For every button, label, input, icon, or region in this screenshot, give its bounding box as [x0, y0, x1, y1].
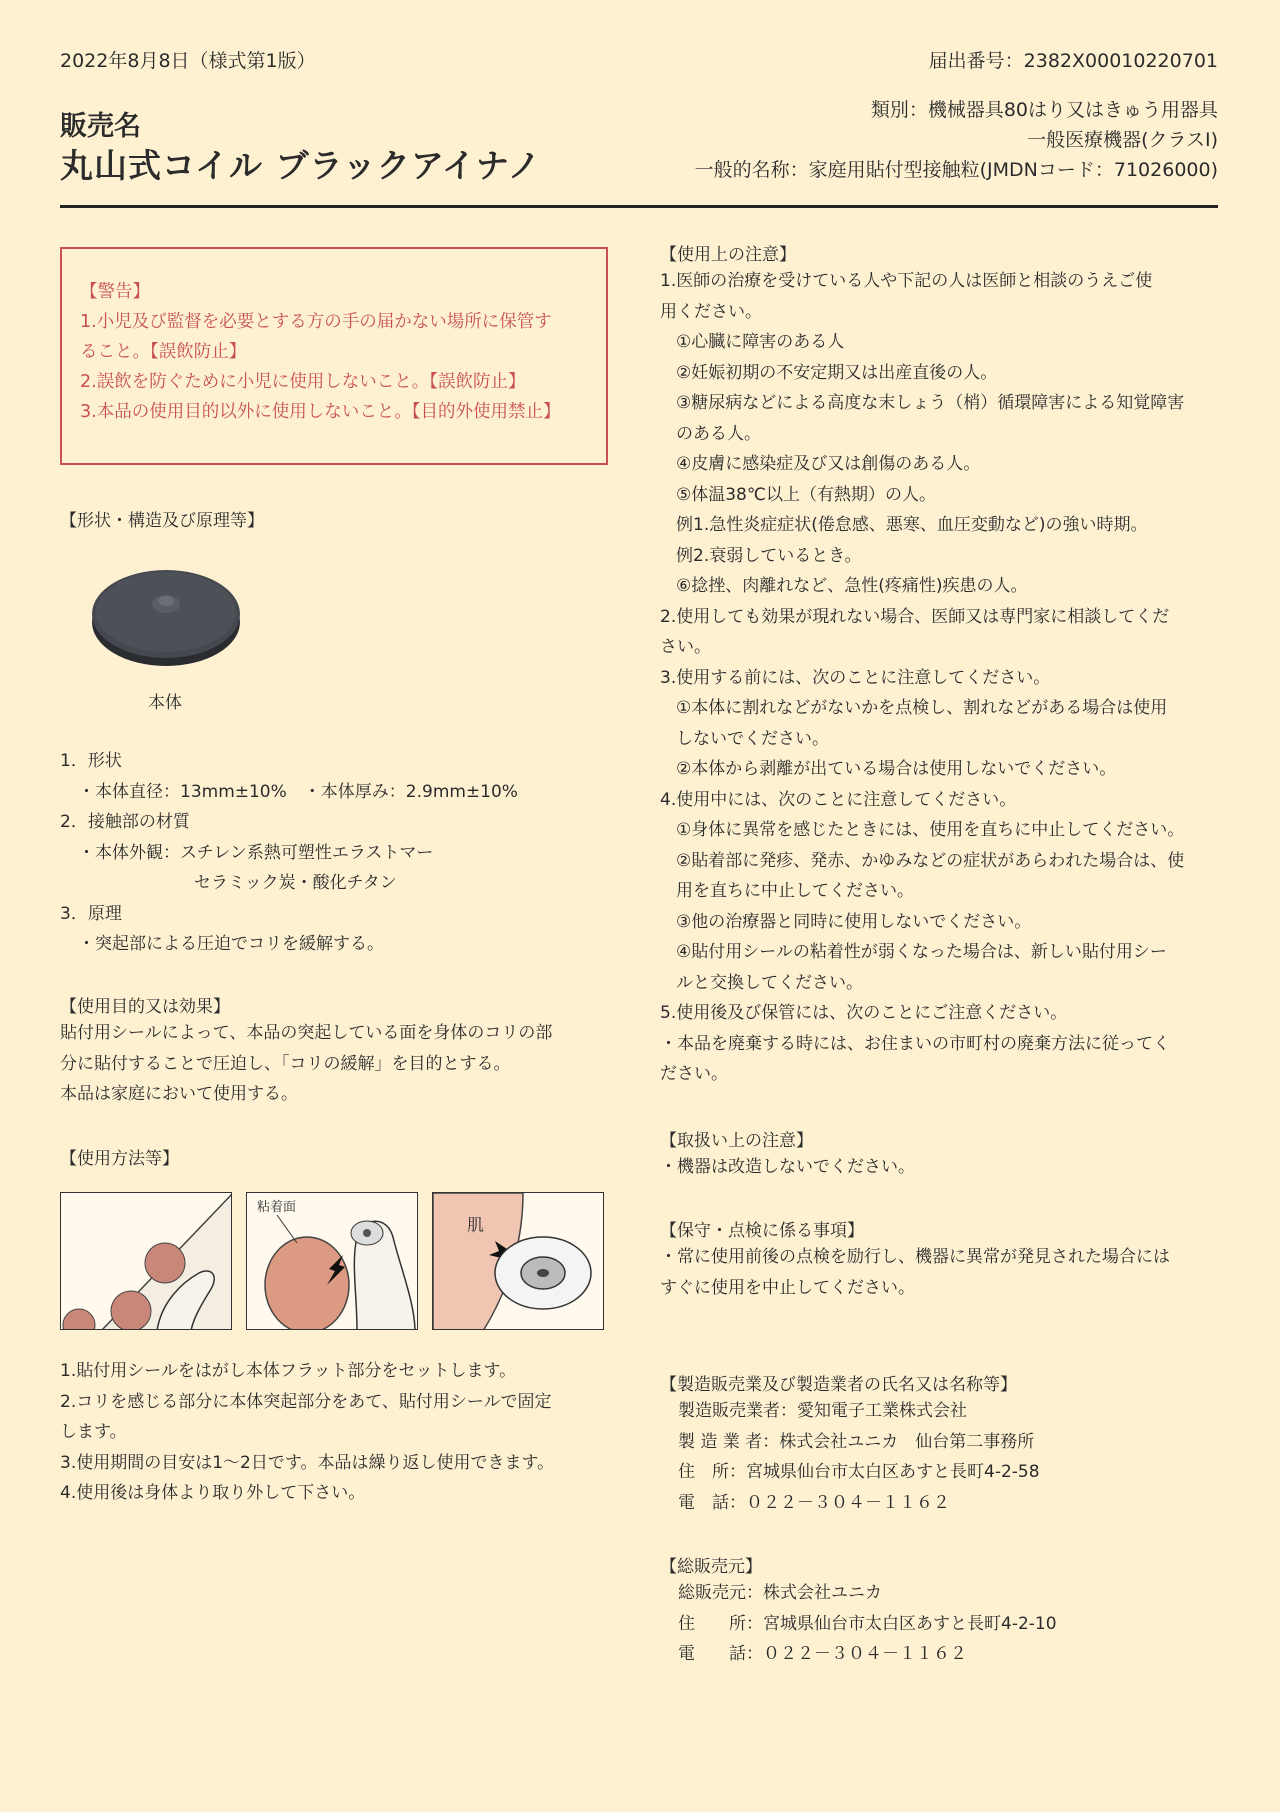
precaution-line: 例1.急性炎症症状(倦怠感、悪寒、血圧変動など)の強い時期。 — [676, 515, 1148, 535]
product-disc-image — [90, 560, 242, 668]
precaution-line: ・本品を廃棄する時には、お住まいの市町村の廃棄方法に従ってく — [660, 1033, 1170, 1054]
method-line: 2.コリを感じる部分に本体突起部分をあて、貼付用シールで固定 — [60, 1391, 552, 1412]
purpose-text — [60, 1018, 552, 1110]
sales-name-label: 販売名 — [60, 111, 141, 142]
purpose-section-title: 【使用目的又は効果】 — [60, 997, 230, 1017]
warning-title: 【警告】 — [80, 282, 150, 302]
precaution-line: 2.使用しても効果が現れない場合、医師又は専門家に相談してくだ — [660, 606, 1170, 627]
method-line: 1.貼付用シールをはがし本体フラット部分をセットします。 — [60, 1361, 517, 1381]
method-line: 3.使用期間の目安は1～2日です。本品は繰り返し使用できます。 — [60, 1452, 555, 1473]
product-name: 丸山式コイル ブラックアイナノ — [60, 146, 542, 185]
maintenance-section-title: 【保守・点検に係る事項】 — [660, 1221, 864, 1241]
distributor-line: 住 所：宮城県仙台市太白区あすと長町4-2-10 — [678, 1613, 1057, 1634]
precautions-text — [660, 266, 1184, 1090]
warning-line: ること。【誤飲防止】 — [80, 342, 247, 362]
precaution-line: ①心臓に障害のある人 — [676, 332, 845, 352]
manufacturer-line: 製 造 業 者：株式会社ユニカ 仙台第二事務所 — [678, 1431, 1035, 1452]
method-line: します。 — [60, 1422, 127, 1442]
classification-line: 一般的名称：家庭用貼付型接触粒(JMDNコード：71026000) — [694, 159, 1218, 181]
precaution-line: ③他の治療器と同時に使用しないでください。 — [676, 911, 1032, 932]
distributor-line: 総販売元：株式会社ユニカ — [678, 1583, 882, 1603]
shape-line: ・本体直径：13mm±10% ・本体厚み：2.9mm±10% — [78, 781, 518, 802]
precaution-line: ⑥捻挫、肉離れなど、急性(疼痛性)疾患の人。 — [676, 576, 1028, 596]
precaution-line: 例2.衰弱しているとき。 — [676, 545, 862, 566]
warning-line: 2.誤飲を防ぐために小児に使用しないこと。【誤飲防止】 — [80, 372, 526, 392]
precaution-line: 用ください。 — [660, 301, 762, 322]
precaution-line: ④貼付用シールの粘着性が弱くなった場合は、新しい貼付用シー — [676, 942, 1167, 962]
purpose-line: 分に貼付することで圧迫し、「コリの緩解」を目的とする。 — [60, 1053, 511, 1074]
precaution-line: ①身体に異常を感じたときには、使用を直ちに中止してください。 — [676, 820, 1185, 840]
method-section-title: 【使用方法等】 — [60, 1149, 179, 1169]
classification-line: 一般医療機器(クラスⅠ) — [1027, 129, 1218, 151]
precautions-section-title: 【使用上の注意】 — [660, 245, 796, 265]
handling-text — [660, 1152, 915, 1183]
manufacturer-line: 住 所：宮城県仙台市太白区あすと長町4-2-58 — [678, 1462, 1040, 1482]
distributor-text — [678, 1578, 1057, 1670]
precaution-line: ②本体から剥離が出ている場合は使用しないでください。 — [676, 759, 1117, 779]
classification-block — [695, 95, 1218, 185]
registration-number: 届出番号：2382X00010220701 — [928, 50, 1218, 72]
shape-section-title: 【形状・構造及び原理等】 — [60, 511, 264, 531]
handling-section-title: 【取扱い上の注意】 — [660, 1131, 813, 1151]
precaution-line: 3.使用する前には、次のことに注意してください。 — [660, 667, 1051, 688]
shape-line: 1．形状 — [60, 751, 122, 771]
method-text — [60, 1356, 554, 1509]
skin-label: 肌 — [467, 1216, 484, 1236]
precaution-line: ルと交換してください。 — [676, 972, 863, 993]
usage-illustration-1 — [60, 1192, 232, 1330]
warning-line: 1.小児及び監督を必要とする方の手の届かない場所に保管す — [80, 312, 552, 332]
header-divider — [60, 205, 1218, 208]
shape-details — [60, 746, 518, 960]
document-date: 2022年8月8日（様式第1版） — [60, 50, 316, 72]
precaution-line: ②妊娠初期の不安定期又は出産直後の人。 — [676, 362, 998, 383]
precaution-line: ⑤体温38℃以上（有熱期）の人。 — [676, 484, 936, 505]
maintenance-line: すぐに使用を中止してください。 — [660, 1277, 915, 1298]
shape-line: 3．原理 — [60, 903, 122, 924]
maintenance-line: ・常に使用前後の点検を励行し、機器に異常が発見された場合には — [660, 1247, 1170, 1267]
method-line: 4.使用後は身体より取り外して下さい。 — [60, 1483, 366, 1503]
handling-line: ・機器は改造しないでください。 — [660, 1157, 915, 1177]
distributor-line: 電 話：０２２－３０４－１１６２ — [678, 1644, 967, 1664]
usage-illustration-3 — [432, 1192, 604, 1330]
warning-box — [60, 247, 608, 465]
shape-line: ・突起部による圧迫でコリを緩解する。 — [78, 934, 384, 954]
precaution-line: ①本体に割れなどがないかを点検し、割れなどがある場合は使用 — [676, 698, 1168, 718]
manufacturer-section-title: 【製造販売業及び製造業者の氏名又は名称等】 — [660, 1375, 1017, 1395]
precaution-line: 用を直ちに中止してください。 — [676, 881, 914, 901]
purpose-line: 貼付用シールによって、本品の突起している面を身体のコリの部 — [60, 1023, 553, 1043]
precaution-line: さい。 — [660, 637, 711, 657]
precaution-line: ②貼着部に発疹、発赤、かゆみなどの症状があらわれた場合は、使 — [676, 850, 1185, 871]
precaution-line: のある人。 — [676, 423, 761, 444]
precaution-line: 5.使用後及び保管には、次のことにご注意ください。 — [660, 1003, 1068, 1023]
purpose-line: 本品は家庭において使用する。 — [60, 1084, 298, 1104]
shape-line: セラミック炭・酸化チタン — [194, 873, 397, 893]
distributor-section-title: 【総販売元】 — [660, 1557, 762, 1577]
maintenance-text — [660, 1242, 1170, 1303]
classification-line: 類別：機械器具80はり又はきゅう用器具 — [870, 99, 1218, 121]
product-caption: 本体 — [148, 693, 182, 713]
shape-line: 2．接触部の材質 — [60, 812, 190, 832]
shape-line: ・本体外観：スチレン系熱可塑性エラストマー — [78, 842, 434, 863]
precaution-line: 4.使用中には、次のことに注意してください。 — [660, 789, 1017, 810]
precaution-line: ださい。 — [660, 1064, 728, 1084]
manufacturer-line: 製造販売業者：愛知電子工業株式会社 — [678, 1401, 967, 1421]
precaution-line: しないでください。 — [676, 728, 829, 749]
manufacturer-line: 電 話：０２２－３０４－１１６２ — [678, 1492, 950, 1513]
precaution-line: ③糖尿病などによる高度な末しょう（梢）循環障害による知覚障害 — [676, 393, 1185, 413]
manufacturer-text — [678, 1396, 1040, 1518]
adhesive-label: 粘着面 — [257, 1200, 297, 1215]
precaution-line: 1.医師の治療を受けている人や下記の人は医師と相談のうえご使 — [660, 271, 1153, 291]
precaution-line: ④皮膚に感染症及び又は創傷のある人。 — [676, 454, 981, 474]
usage-illustration-2 — [246, 1192, 418, 1330]
warning-line: 3.本品の使用目的以外に使用しないこと。【目的外使用禁止】 — [80, 402, 561, 422]
